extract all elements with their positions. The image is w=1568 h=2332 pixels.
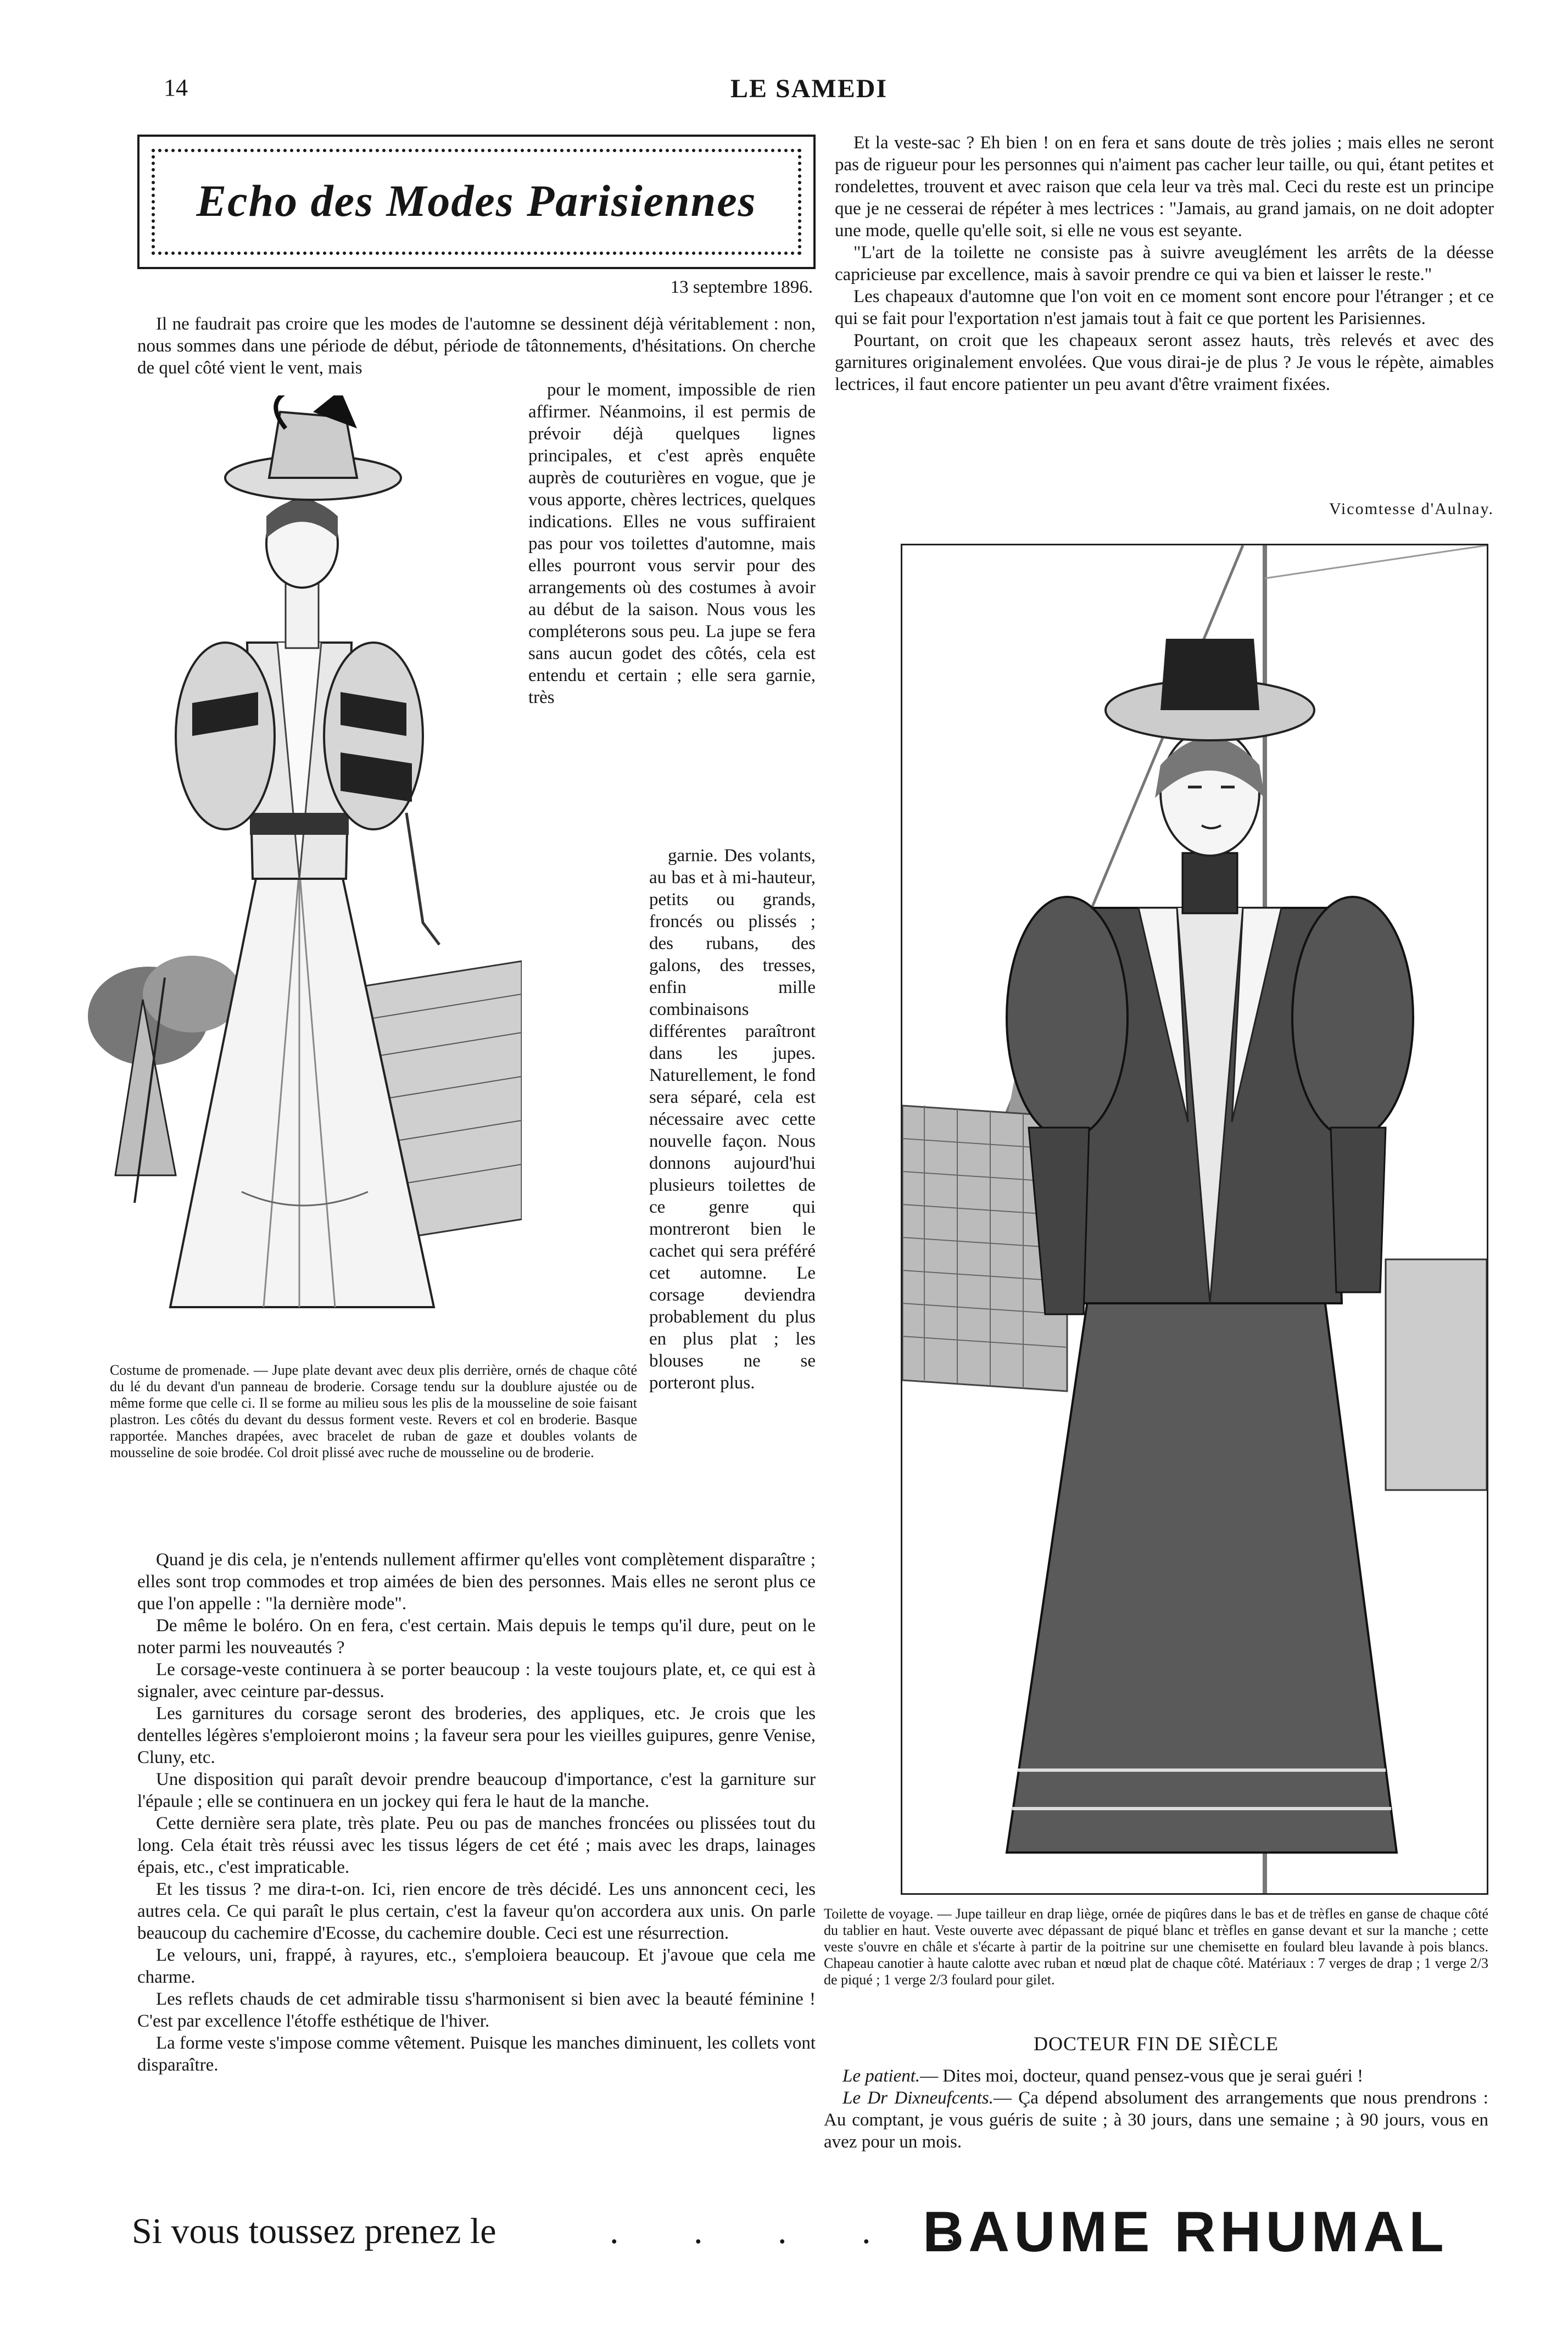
figure2-caption-text: Toilette de voyage. — Jupe tailleur en drap liège, ornée de piqûres dans le bas et de trèfles en ganse de chaque côté du tablier en haut. Veste ouverte avec dépassant de piqué blanc et trèfles en ganse devant et sur la manche ; cette veste s'ouvre en châle et s'écarte à partir de la poitrine sur une chemisette en foulard bleu lavande à pois blancs. Chapeau canotier à haute calotte avec ruban et nœud plat de chaque côté. Matériaux : 7 verges de drap ; 1 verge 2/3 de piqué ; 1 verge 2/3 foulard pour gilet. bbox=[824, 1906, 1488, 1988]
beside-figure-text: pour le moment, impossible de rien affirmer. Néanmoins, il est permis de prévoir déjà quelques lignes principales, et c'est après enquête auprès de couturières en vogue, que je vous apporte, chères lectrices, quelques indications. Elles ne vous suffiraient pas pour vos toilettes d'automne, mais elles pourront vous servir pour des arrangements où des costumes à avoir au début de la saison. Nous vous les compléterons sous peu. La jupe se fera sans aucun godet des côtés, cela est entendu et certain ; elle sera garnie, très bbox=[528, 380, 816, 707]
ad-dots: . . . . . bbox=[610, 2211, 988, 2251]
left-column-bottom bbox=[137, 1549, 816, 2076]
figure-promenade-costume bbox=[82, 395, 522, 1346]
line-2-text: — Ça dépend absolument des arrangements que nous prendrons : Au comptant, je vous guéris de suite ; à 30 jours, dans une semaine ; à 90 jours, vous en avez pour un mois. bbox=[824, 2088, 1488, 2152]
paragraph: "L'art de la toilette ne consiste pas à suivre aveuglément les arrêts de la déesse capricieuse par excellence, mais à savoir prendre ce qui va bien et laisser le reste." bbox=[835, 243, 1494, 284]
ad-lead-text: Si vous toussez prenez le bbox=[132, 2211, 496, 2251]
paragraph: Et la veste-sac ? Eh bien ! on en fera et sans doute de très jolies ; mais elles ne seront pas de rigueur pour les personnes qui n'aiment pas cacher leur taille, ou qui, étant petites et rondelettes, trouvent et avec raison que cela leur va très mal. Ceci du reste est un principe que je ne cesserai de répéter à mes lectrices : "Jamais, au grand jamais, on ne doit adopter une mode, quelle qu'elle soit, si elle ne vous est seyante. bbox=[835, 133, 1494, 241]
figure1-caption-text: Costume de promenade. — Jupe plate devant avec deux plis derrière, ornés de chaque côté du lé du devant d'un panneau de broderie. Corsage tendu sur la doublure ajustée ou de même forme que celle ci. Il se forme au milieu sous les plis de la mousseline de soie faisant plastron. Les côtés du devant du dessus forment veste. Revers et col en broderie. Basque rapportée. Manches drapées, avec bracelet de ruban de gaze et doubles volants de mousseline de soie brodée. Col droit plissé avec ruche de mousseline ou de broderie. bbox=[110, 1362, 637, 1460]
anecdote-line-2 bbox=[824, 2087, 1488, 2153]
paragraph: Cette dernière sera plate, très plate. Peu ou pas de manches froncées ou plissées tout du long. Cela était très réussi avec les tissus légers de cet été ; mais avec les draps, lainages épais, etc., c'est impraticable. bbox=[137, 1814, 816, 1877]
speaker-doctor: Le Dr Dixneufcents. bbox=[842, 2088, 994, 2108]
anecdote-body bbox=[824, 2065, 1488, 2153]
paragraph: Quand je dis cela, je n'entends nullement affirmer qu'elles vont complètement disparaître ; elles sont trop commodes et trop aimées de bien des personnes. Mais elles ne seront plus ce que l'on appelle : "la dernière mode". bbox=[137, 1550, 816, 1614]
travel-costume-drawing bbox=[902, 545, 1487, 1893]
anecdote-heading: DOCTEUR FIN DE SIÈCLE bbox=[1034, 2033, 1279, 2055]
page-number: 14 bbox=[164, 74, 188, 101]
article-title: Echo des Modes Parisiennes bbox=[196, 176, 757, 226]
figure-travel-costume bbox=[901, 544, 1488, 1895]
dateline: 13 septembre 1896. bbox=[670, 277, 813, 297]
right-column-top bbox=[835, 132, 1494, 395]
paragraph: Pourtant, on croit que les chapeaux seront assez hauts, très relevés et avec des garnitures originalement envolées. Que vous dirai-je de plus ? Je vous le répète, aimables lectrices, il faut encore patienter un peu avant d'être vraiment fixées. bbox=[835, 331, 1494, 394]
paragraph: De même le boléro. On en fera, c'est certain. Mais depuis le temps qu'il dure, peut on le noter parmi les nouveautés ? bbox=[137, 1616, 816, 1658]
article-title-box bbox=[137, 135, 816, 269]
paragraph: La forme veste s'impose comme vêtement. Puisque les manches diminuent, les collets vont disparaître. bbox=[137, 2033, 816, 2075]
speaker-patient: Le patient. bbox=[842, 2066, 920, 2086]
intro-paragraph bbox=[137, 313, 816, 379]
anecdote-line-1 bbox=[824, 2065, 1488, 2087]
figure1-caption bbox=[110, 1362, 637, 1461]
paragraph: Les garnitures du corsage seront des broderies, des appliques, etc. Je crois que les dentelles légères s'emploieront moins ; la faveur sera pour les vieilles guipures, genre Venise, Cluny, etc. bbox=[137, 1704, 816, 1767]
paragraph: Les reflets chauds de cet admirable tissu s'harmonisent si bien avec la beauté féminine ! C'est par excellence l'étoffe esthétique de l'hiver. bbox=[137, 1989, 816, 2031]
ad-product-name: BAUME RHUMAL bbox=[923, 2200, 1448, 2264]
line-1-text: — Dites moi, docteur, quand pensez-vous que je serai guéri ! bbox=[920, 2066, 1364, 2086]
paragraph: Le velours, uni, frappé, à rayures, etc., s'emploiera beaucoup. Et j'avoue que cela me charme. bbox=[137, 1945, 816, 1987]
paragraph: Les chapeaux d'automne que l'on voit en ce moment sont encore pour l'étranger ; et ce qui se fait pour l'exportation n'est jamais tout à fait ce que portent les Parisiennes. bbox=[835, 287, 1494, 328]
promenade-costume-drawing bbox=[82, 395, 522, 1346]
paragraph: Le corsage-veste continuera à se porter beaucoup : la veste toujours plate, et, ce qui est à signaler, avec ceinture par-dessus. bbox=[137, 1660, 816, 1701]
intro-text: Il ne faudrait pas croire que les modes de l'automne se dessinent déjà véritablement : non, nous sommes dans une période de début, période de tâtonnements, d'hésitations. On cherche de quel côté vient le vent, mais bbox=[137, 314, 816, 378]
narrow-column-text: garnie. Des volants, au bas et à mi-hauteur, petits ou grands, froncés ou plissés ; des rubans, des galons, des tresses, enfin mille combinaisons différentes paraîtront dans les jupes. Naturellement, le fond sera séparé, cela est nécessaire avec cette nouvelle façon. Nous donnons aujourd'hui plusieurs toilettes de ce genre qui montreront bien le cachet qui sera préféré cet automne. Le corsage deviendra probablement du plus en plus plat ; les blouses ne se porteront plus. bbox=[649, 846, 816, 1393]
text-beside-figure bbox=[528, 379, 816, 708]
narrow-column bbox=[649, 845, 816, 1394]
figure2-caption bbox=[824, 1906, 1488, 1988]
running-head: LE SAMEDI bbox=[730, 74, 888, 103]
paragraph: Une disposition qui paraît devoir prendre beaucoup d'importance, c'est la garniture sur l'épaule ; elle se continuera en un jockey qui fera le haut de la manche. bbox=[137, 1770, 816, 1811]
paragraph: Et les tissus ? me dira-t-on. Ici, rien encore de très décidé. Les uns annoncent ceci, les autres cela. Ce qui paraît le plus certain, c'est la faveur qu'on accordera aux unis. On parle beaucoup du cachemire d'Ecosse, du cachemire double. Ceci est une résurrection. bbox=[137, 1879, 816, 1943]
signature: Vicomtesse d'Aulnay. bbox=[1329, 500, 1494, 518]
